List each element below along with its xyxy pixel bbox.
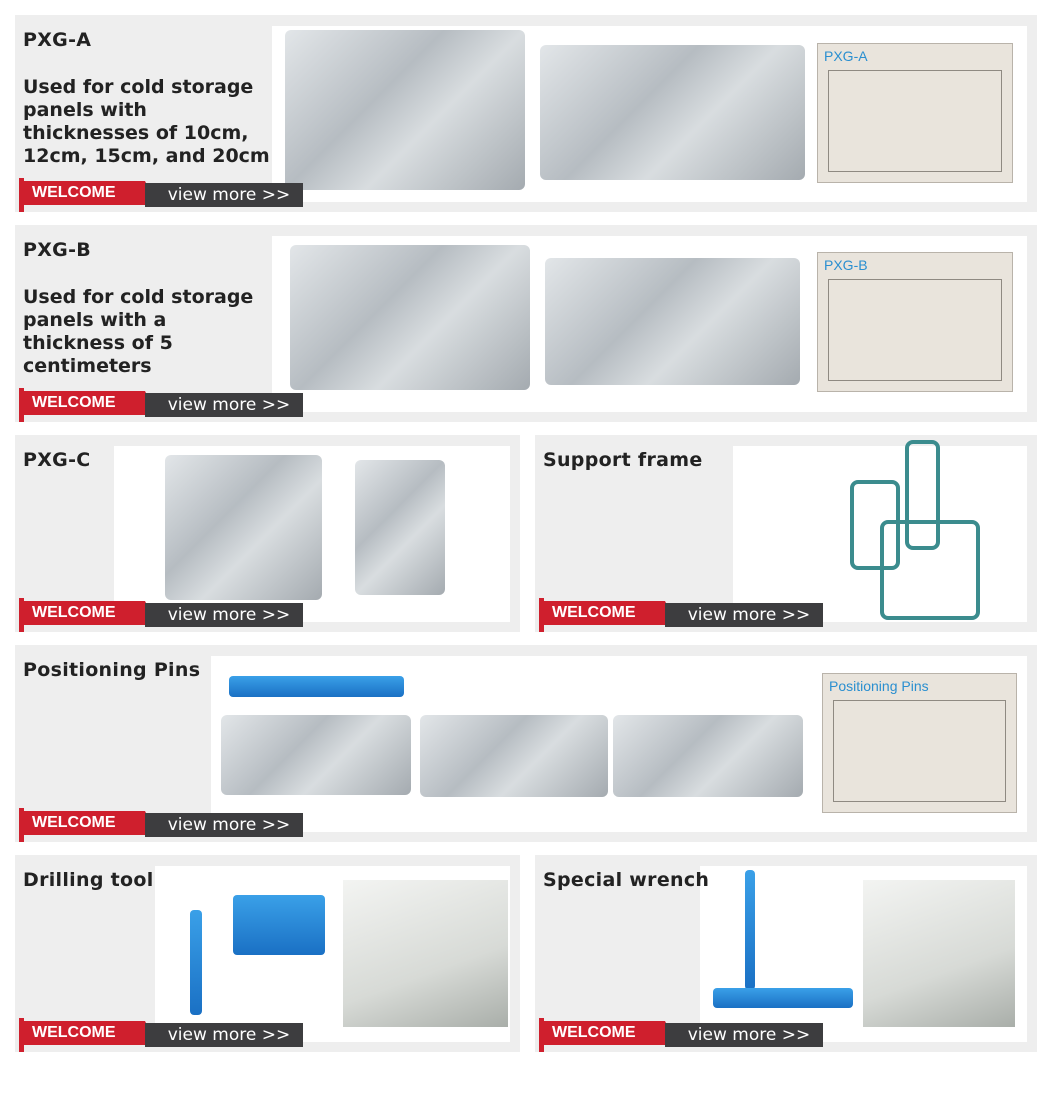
product-title: Drilling tool [23, 869, 154, 891]
welcome-badge [19, 598, 309, 632]
welcome-badge [19, 1018, 309, 1052]
product-card-support-frame [535, 435, 1037, 632]
welcome-label: WELCOME [19, 181, 145, 205]
product-title: PXG-A [23, 29, 92, 51]
product-title: Special wrench [543, 869, 710, 891]
view-more-button[interactable]: view more >> [145, 1023, 303, 1047]
view-more-button[interactable]: view more >> [665, 603, 823, 627]
drawing-label: Positioning Pins [829, 678, 929, 694]
welcome-label: WELCOME [539, 1021, 665, 1045]
product-photo[interactable] [190, 910, 202, 1015]
product-photo[interactable] [233, 895, 325, 955]
view-more-button[interactable]: view more >> [145, 183, 303, 207]
product-photo[interactable] [343, 880, 508, 1027]
drawing-frame [828, 70, 1002, 172]
product-card-pxg-c [15, 435, 520, 632]
product-photo[interactable] [290, 245, 530, 390]
drawing-label: PXG-A [824, 48, 868, 64]
product-photo[interactable] [355, 460, 445, 595]
product-title: Support frame [543, 449, 703, 471]
drawing-frame [828, 279, 1002, 381]
product-photo[interactable] [165, 455, 322, 600]
product-photo[interactable] [229, 676, 404, 697]
welcome-badge [19, 808, 309, 842]
welcome-label: WELCOME [19, 391, 145, 415]
product-card-drilling-tool [15, 855, 520, 1052]
technical-drawing-image[interactable] [817, 252, 1013, 392]
welcome-label: WELCOME [19, 1021, 145, 1045]
welcome-label: WELCOME [539, 601, 665, 625]
product-photo[interactable] [863, 880, 1015, 1027]
product-title: PXG-C [23, 449, 91, 471]
welcome-badge [19, 178, 309, 212]
view-more-button[interactable]: view more >> [665, 1023, 823, 1047]
product-title: Positioning Pins [23, 659, 201, 681]
product-card-pxg-b [15, 225, 1037, 422]
drawing-frame [833, 700, 1006, 802]
product-photo[interactable] [221, 715, 411, 795]
product-photo[interactable] [285, 30, 525, 190]
welcome-badge [539, 1018, 829, 1052]
product-photo[interactable] [880, 520, 980, 620]
product-photo[interactable] [713, 988, 853, 1008]
product-card-positioning-pins [15, 645, 1037, 842]
welcome-label: WELCOME [19, 601, 145, 625]
welcome-badge [539, 598, 829, 632]
product-description: Used for cold storage panels with thicknesses of 10cm, 12cm, 15cm, and 20cm [23, 76, 270, 167]
product-photo[interactable] [420, 715, 608, 797]
view-more-button[interactable]: view more >> [145, 813, 303, 837]
product-card-special-wrench [535, 855, 1037, 1052]
technical-drawing-image[interactable] [822, 673, 1017, 813]
product-description: Used for cold storage panels with a thickness of 5 centimeters [23, 286, 254, 377]
product-card-pxg-a [15, 15, 1037, 212]
drawing-label: PXG-B [824, 257, 868, 273]
product-photo[interactable] [613, 715, 803, 797]
product-photo[interactable] [540, 45, 805, 180]
product-photo[interactable] [545, 258, 800, 385]
welcome-badge [19, 388, 309, 422]
product-photo[interactable] [745, 870, 755, 990]
technical-drawing-image[interactable] [817, 43, 1013, 183]
welcome-label: WELCOME [19, 811, 145, 835]
view-more-button[interactable]: view more >> [145, 393, 303, 417]
view-more-button[interactable]: view more >> [145, 603, 303, 627]
product-title: PXG-B [23, 239, 92, 261]
